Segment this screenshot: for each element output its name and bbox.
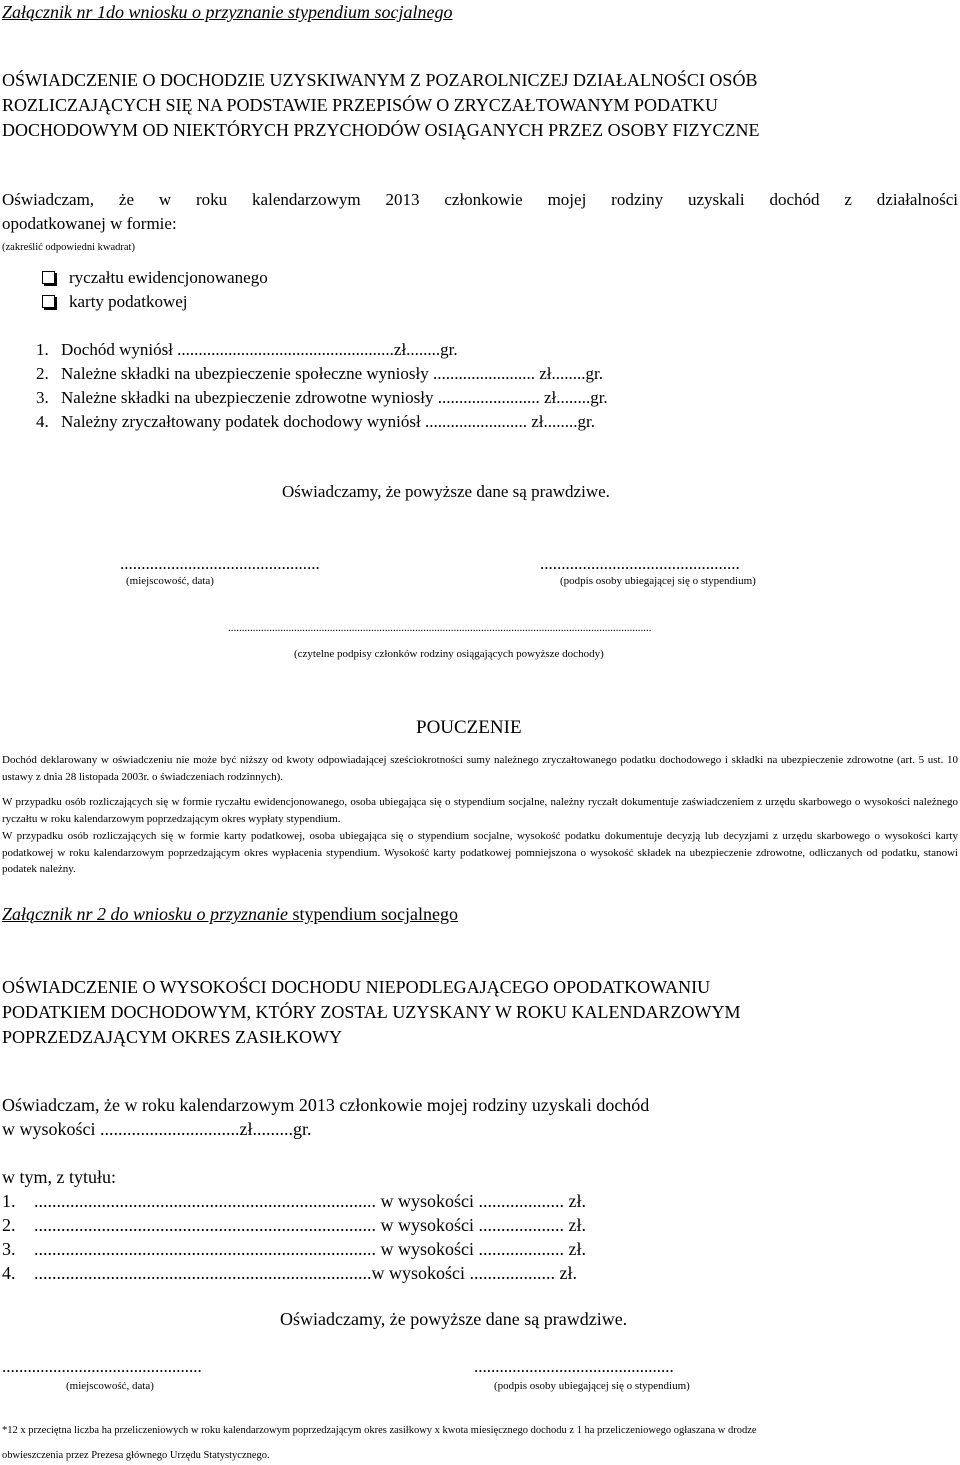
attachment1-title-line-3: DOCHODOWYM OD NIEKTÓRYCH PRZYCHODÓW OSIĄGANYCH PRZEZ OSOBY FIZYCZNE — [2, 120, 760, 140]
item-text: ............................................................................ w wysokości ................... zł. — [34, 1215, 586, 1235]
item-number: 1. — [2, 1191, 16, 1211]
attachment1-title-line-2: ROZLICZAJĄCYCH SIĘ NA PODSTAWIE PRZEPISÓW O ZRYCZAŁTOWANYM PODATKU — [2, 95, 718, 115]
attachment1-members-label: (czytelne podpisy członków rodziny osiągających powyższe dochody) — [294, 648, 604, 660]
item-number: 2. — [36, 364, 49, 383]
attachment2-item-1 — [2, 1191, 586, 1212]
notice-paragraph-2: W przypadku osób rozliczających się w formie ryczałtu ewidencjonowanego, osoba ubiegająca się o stypendium socjalne, należny ryczałt dokumentuje zaświadczeniem z urzędu skarbowego o wysokości należnego ryczałtu w roku kalendarzowym poprzedzającym okres wypłaty stypendium. — [2, 796, 958, 825]
attachment2-title-line-2: PODATKIEM DOCHODOWYM, KTÓRY ZOSTAŁ UZYSKANY W ROKU KALENDARZOWYM — [2, 1002, 741, 1022]
item-text: ............................................................................ w wysokości ................... zł. — [34, 1239, 586, 1259]
checkbox-icon[interactable] — [42, 295, 55, 308]
attachment1-sign-left-dots: ............................................... — [120, 554, 320, 573]
notice-title: POUCZENIE — [416, 717, 522, 738]
attachment1-sign-right-label: (podpis osoby ubiegającej się o stypendium) — [560, 575, 756, 587]
item-text: Należne składki na ubezpieczenie społeczne wyniosły ........................ zł........gr. — [61, 364, 603, 383]
attachment1-sign-right-dots: ............................................... — [540, 554, 740, 573]
attachment1-members-dots: .......................................................................................................................................................... — [228, 622, 652, 634]
attachment1-header: Załącznik nr 1do wniosku o przyznanie stypendium socjalnego — [2, 2, 453, 22]
attachment1-sign-left-label: (miejscowość, data) — [126, 575, 214, 587]
attachment2-title-line-3: POPRZEDZAJĄCYM OKRES ZASIŁKOWY — [2, 1027, 343, 1047]
item-number: 3. — [36, 388, 49, 407]
attachment2-item-4 — [2, 1263, 577, 1284]
notice-paragraph-3: W przypadku osób rozliczających się w formie karty podatkowej, osoba ubiegająca się o stypendium socjalne, wysokość podatku dokumentuje decyzją lub decyzjami z urzędu skarbowego o wysokości karty podatkowej w roku kalendarzowym poprzedzającym okres wypłacenia stypendium. Wysokość karty podatkowej pomniejszona o wysokość składek na ubezpieczenie zdrowotne, odliczanych od podatku, stanowi podatek należny. — [2, 830, 958, 875]
attachment2-declaration-line-2: w wysokości ...............................zł.........gr. — [2, 1119, 312, 1139]
attachment2-item-3 — [2, 1239, 586, 1260]
option-tax-card-label: karty podatkowej — [69, 292, 188, 311]
attachment2-including: w tym, z tytułu: — [2, 1167, 116, 1187]
attachment2-header-plain: stypendium socjalnego — [288, 904, 458, 924]
item-number: 4. — [2, 1263, 16, 1283]
option-lump-sum[interactable] — [42, 268, 268, 288]
attachment2-confirmation: Oświadczamy, że powyższe dane są prawdziwe. — [280, 1309, 628, 1329]
attachment1-instruction: (zakreślić odpowiedni kwadrat) — [2, 242, 135, 253]
checkbox-icon[interactable] — [42, 271, 55, 284]
attachment1-title-line-1: OŚWIADCZENIE O DOCHODZIE UZYSKIWANYM Z POZAROLNICZEJ DZIAŁALNOŚCI OSÓB — [2, 70, 758, 90]
option-tax-card[interactable] — [42, 292, 188, 312]
attachment2-item-2 — [2, 1215, 586, 1236]
attachment2-declaration-line-1: Oświadczam, że w roku kalendarzowym 2013 członkowie mojej rodziny uzyskali dochód — [2, 1095, 650, 1115]
item-number: 1. — [36, 340, 49, 359]
attachment2-sign-right-dots: ............................................... — [474, 1357, 674, 1376]
item-number: 4. — [36, 412, 49, 431]
attachment1-declaration-line-2: opodatkowanej w formie: — [2, 214, 177, 233]
option-lump-sum-label: ryczałtu ewidencjonowanego — [69, 268, 268, 287]
attachment2-title-line-1: OŚWIADCZENIE O WYSOKOŚCI DOCHODU NIEPODLEGAJĄCEGO OPODATKOWANIU — [2, 977, 711, 997]
footnote-line-2: obwieszczenia przez Prezesa głównego Urzędu Statystycznego. — [2, 1450, 270, 1461]
attachment1-item-4 — [36, 412, 595, 432]
attachment2-sign-right-label: (podpis osoby ubiegającej się o stypendium) — [494, 1380, 690, 1392]
attachment2-sign-left-label: (miejscowość, data) — [66, 1380, 154, 1392]
attachment2-sign-left-dots: ............................................... — [2, 1357, 202, 1376]
attachment1-item-2 — [36, 364, 603, 384]
item-number: 3. — [2, 1239, 16, 1259]
item-number: 2. — [2, 1215, 16, 1235]
item-text: Należne składki na ubezpieczenie zdrowotne wyniosły ........................ zł........gr. — [61, 388, 608, 407]
item-text: ............................................................................ w wysokości ................... zł. — [34, 1191, 586, 1211]
attachment1-item-1 — [36, 340, 458, 360]
attachment2-header — [2, 904, 458, 925]
item-text: Dochód wyniósł ...................................................zł........gr. — [61, 340, 458, 359]
attachment1-declaration-line-1: Oświadczam, że w roku kalendarzowym 2013 członkowie mojej rodziny uzyskali dochód z działalności — [2, 190, 958, 209]
notice-paragraph-1: Dochód deklarowany w oświadczeniu nie może być niższy od kwoty odpowiadającej sześciokrotności sumy należnego zryczałtowanego podatku dochodowego i składki na ubezpieczenie zdrowotne (art. 5 ust. 10 ustawy z dnia 28 listopada 2003r. o świadczeniach rodzinnych). — [2, 754, 958, 783]
attachment2-header-italic: Załącznik nr 2 do wniosku o przyznanie — [2, 904, 288, 924]
item-text: ...........................................................................w wysokości ................... zł. — [34, 1263, 577, 1283]
attachment1-confirmation: Oświadczamy, że powyższe dane są prawdziwe. — [282, 482, 610, 501]
attachment1-item-3 — [36, 388, 608, 408]
footnote-line-1: *12 x przeciętna liczba ha przeliczeniowych w roku kalendarzowym poprzedzającym okres zasiłkowy x kwota miesięcznego dochodu z 1 ha przeliczeniowego ogłaszana w drodze — [2, 1425, 757, 1436]
item-text: Należny zryczałtowany podatek dochodowy wyniósł ........................ zł........gr. — [61, 412, 595, 431]
